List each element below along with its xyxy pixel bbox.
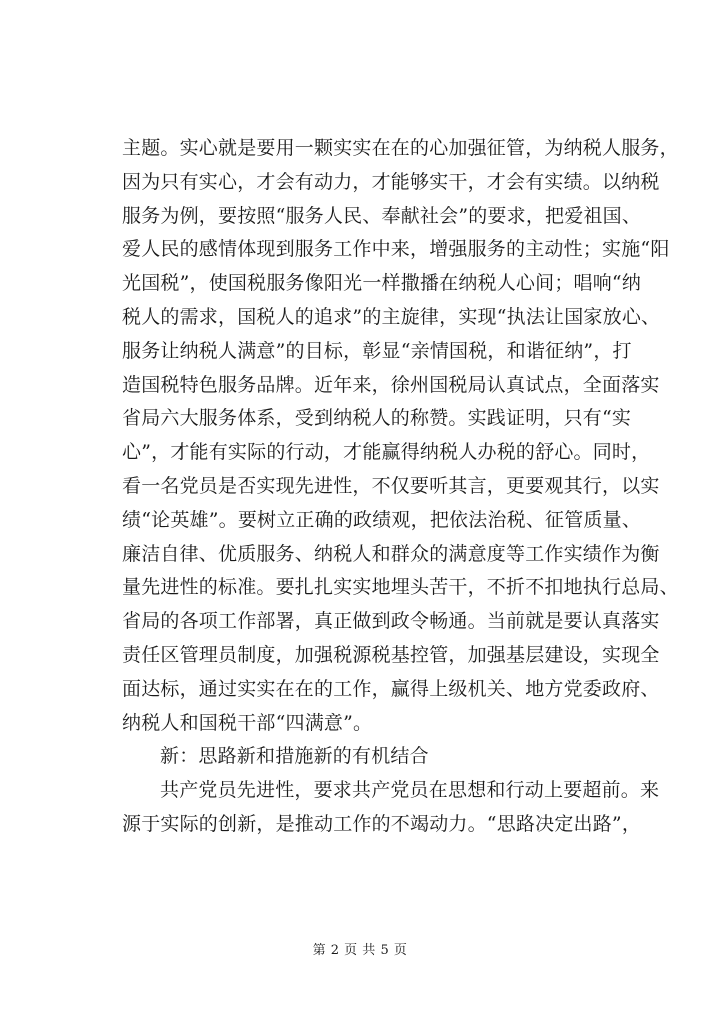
body-text [122,132,679,842]
text-line: 主题。实心就是要用一颗实实在在的心加强征管，为纳税人服务， [122,137,679,159]
text-line: 新：思路新和措施新的有机结合 [160,745,429,768]
text-line: 面达标，通过实实在在的工作，赢得上级机关、地方党委政府、 [122,677,660,700]
page-footer: 第 2 页 共 5 页 [312,943,408,958]
text-line: 省局六大服务体系，受到纳税人的称赞。实践证明，只有“实 [122,407,632,430]
text-line: 税人的需求，国税人的追求”的主旋律，实现“执法让国家放心、 [122,305,661,328]
text-line: 廉洁自律、优质服务、纳税人和群众的满意度等工作实绩作为衡 [122,542,660,565]
text-line: 服务为例，要按照“服务人民、奉献社会”的要求，把爱祖国、 [122,204,642,227]
text-line: 爱人民的感情体现到服务工作中来，增强服务的主动性；实施“阳 [122,238,670,261]
text-line: 造国税特色服务品牌。近年来，徐州国税局认真试点，全面落实 [122,373,660,396]
text-line: 绩“论英雄”。要树立正确的政绩观，把依法治税、征管质量、 [122,508,642,531]
text-line: 责任区管理员制度，加强税源税基控管，加强基层建设，实现全 [122,643,660,666]
text-line: 纳税人和国税干部“四满意”。 [122,711,373,734]
text-line: 源于实际的创新，是推动工作的不竭动力。“思路决定出路”， [122,812,642,835]
text-line: 量先进性的标准。要扎扎实实地埋头苦干，不折不扣地执行总局、 [122,576,679,599]
text-line: 共产党员先进性，要求共产党员在思想和行动上要超前。来 [160,779,660,802]
text-line: 服务让纳税人满意”的目标，彰显“亲情国税，和谐征纳”，打 [122,339,632,362]
text-line: 心”，才能有实际的行动，才能赢得纳税人办税的舒心。同时， [122,441,651,464]
text-line: 因为只有实心，才会有动力，才能够实干，才会有实绩。以纳税 [122,170,660,193]
text-line: 省局的各项工作部署，真正做到政令畅通。当前就是要认真落实 [122,610,660,633]
text-line: 看一名党员是否实现先进性，不仅要听其言，更要观其行，以实 [122,474,660,497]
text-line: 光国税”，使国税服务像阳光一样撒播在纳税人心间；唱响“纳 [122,272,642,295]
